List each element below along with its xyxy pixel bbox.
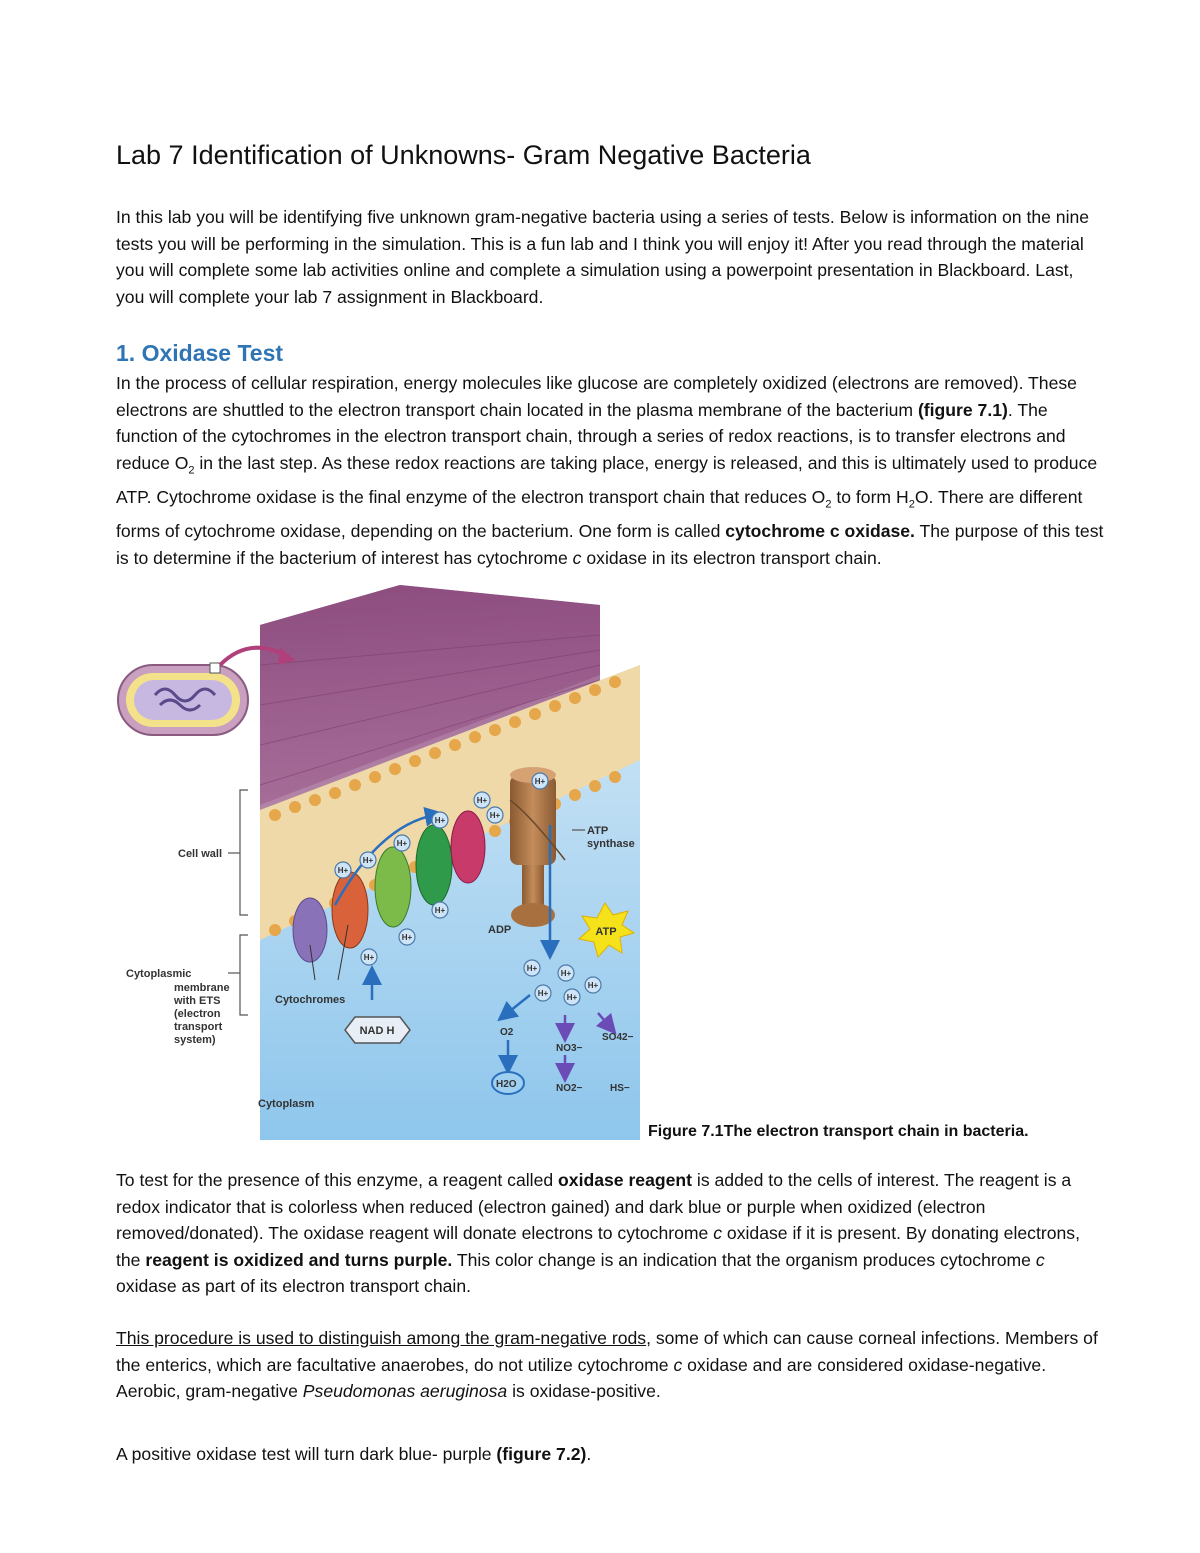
italic-term: c bbox=[673, 1354, 683, 1375]
positive-text bbox=[116, 1441, 1106, 1468]
positive-paragraph bbox=[116, 1441, 1106, 1468]
membrane-label-6: system) bbox=[174, 1034, 216, 1046]
hplus-label: H+ bbox=[489, 811, 501, 820]
italic-term: c bbox=[572, 547, 582, 568]
cytochromes-label: Cytochromes bbox=[275, 994, 346, 1006]
nitrite-label: NO2− bbox=[556, 1083, 583, 1094]
species-name: Pseudomonas aeruginosa bbox=[302, 1381, 508, 1402]
cell-wall-label: Cell wall bbox=[178, 848, 223, 860]
section-heading-oxidase: 1. Oxidase Test bbox=[116, 340, 284, 366]
membrane-label-4: (electron bbox=[174, 1008, 221, 1020]
hplus-label: H+ bbox=[537, 989, 549, 998]
membrane-label-5: transport bbox=[174, 1021, 223, 1033]
subscript: 2 bbox=[188, 464, 195, 477]
atp-synthase-label-1: ATP bbox=[587, 825, 609, 837]
oxidase-paragraph bbox=[116, 370, 1106, 571]
text-run: to form H bbox=[831, 486, 909, 507]
figure-caption: Figure 7.1The electron transport chain in bacteria. bbox=[648, 1123, 1029, 1140]
text-run: oxidase as part of its electron transport chain. bbox=[116, 1276, 471, 1297]
bold-term: oxidase reagent bbox=[558, 1170, 693, 1190]
sulfate-label: SO42− bbox=[602, 1032, 634, 1043]
electron-transport-diagram bbox=[110, 585, 640, 1140]
nadh-label: NAD H bbox=[359, 1025, 395, 1037]
reagent-paragraph bbox=[116, 1167, 1106, 1300]
hydrosulfide-label: HS− bbox=[610, 1083, 630, 1094]
text-run: The purpose of this test is to determine if the bacterium of interest has cytochrome bbox=[116, 521, 1104, 568]
hplus-label: H+ bbox=[526, 964, 538, 973]
hplus-label: H+ bbox=[587, 981, 599, 990]
membrane-label-1: Cytoplasmic bbox=[126, 968, 192, 980]
water-label: H2O bbox=[496, 1079, 517, 1090]
atp-label: ATP bbox=[595, 926, 617, 938]
figure-ref: (figure 7.2) bbox=[496, 1444, 587, 1464]
bold-term: reagent is oxidized and turns purple. bbox=[145, 1249, 453, 1270]
text-run: , some of which can cause corneal infections. Members of the enterics, which are facultative anaerobes, do not utilize cytochrome bbox=[116, 1328, 1098, 1375]
subscript: 2 bbox=[825, 498, 832, 511]
bold-term: cytochrome c oxidase. bbox=[725, 521, 915, 541]
text-run: In the process of cellular respiration, energy molecules like glucose are completely oxidized (electrons are removed). These electrons are shuttled to the electron transport chain located in the plasma membrane of the bacterium bbox=[116, 373, 1077, 420]
hplus-label: H+ bbox=[560, 969, 572, 978]
text-run: is added to the cells of interest. The reagent is a redox indicator that is colorless when reduced (electron gained) and dark blue or purple when oxidized (electron removed/donated). The oxidase reagent will donate electrons to cytochrome bbox=[116, 1170, 1072, 1244]
atp-synthase-label-2: synthase bbox=[587, 838, 635, 850]
hplus-label: H+ bbox=[434, 816, 446, 825]
hplus-label: H+ bbox=[566, 993, 578, 1002]
text-run: O bbox=[811, 486, 826, 507]
intro-paragraph bbox=[116, 204, 1106, 310]
oxidase-text bbox=[116, 370, 1106, 571]
membrane-label-3: with ETS bbox=[174, 995, 221, 1007]
intro-text: In this lab you will be identifying five unknown gram-negative bacteria using a series of tests. Below is information on the nine tests you will be performing in the simulation. This is a fun lab and I think you will enjoy it! After you read through the material you will complete some lab activities online and complete a simulation using a powerpoint presentation in Blackboard. Last, you will complete your lab 7 assignment in Blackboard. bbox=[116, 207, 1090, 307]
page-title: Lab 7 Identification of Unknowns- Gram Negative Bacteria bbox=[116, 140, 811, 170]
text-run: oxidase if it is present. By donating electrons, the bbox=[116, 1223, 1080, 1270]
hplus-label: H+ bbox=[362, 856, 374, 865]
hplus-label: H+ bbox=[337, 866, 349, 875]
hplus-label: H+ bbox=[476, 796, 488, 805]
text-run: in the last step. As these redox reactions are taking place, energy is released, and this is ultimately used to produce ATP. Cytochrome oxidase is the final enzyme of the electron transport chain that reduces bbox=[116, 452, 1098, 507]
cytoplasm-label: Cytoplasm bbox=[258, 1098, 315, 1110]
italic-term: c bbox=[713, 1223, 723, 1244]
nadh-molecule bbox=[345, 1017, 410, 1043]
figure-7-1 bbox=[110, 585, 640, 1140]
text-run: A positive oxidase test will turn dark blue- purple bbox=[116, 1444, 497, 1464]
italic-term: c bbox=[1035, 1249, 1045, 1270]
text-run: . The function of the cytochromes in the electron transport chain, through a series of redox reactions, is to transfer electrons and reduce bbox=[116, 399, 1066, 473]
text-run: O bbox=[174, 452, 189, 473]
hplus-label: H+ bbox=[396, 839, 408, 848]
text-run: oxidase in its electron transport chain. bbox=[581, 547, 882, 568]
underlined-text: This procedure is used to distinguish among the gram-negative rods bbox=[116, 1328, 647, 1348]
reagent-text bbox=[116, 1167, 1106, 1300]
membrane-label-2: membrane bbox=[174, 982, 230, 994]
text-run: is oxidase-positive. bbox=[507, 1381, 661, 1402]
hplus-label: H+ bbox=[434, 906, 446, 915]
nitrate-label: NO3− bbox=[556, 1043, 583, 1054]
procedure-text bbox=[116, 1325, 1106, 1405]
subscript: 2 bbox=[908, 498, 915, 511]
oxygen-label: O2 bbox=[500, 1027, 514, 1038]
hplus-label: H+ bbox=[401, 933, 413, 942]
procedure-paragraph bbox=[116, 1325, 1106, 1405]
adp-label: ADP bbox=[488, 924, 512, 936]
hplus-label: H+ bbox=[363, 953, 375, 962]
text-run: O. There are different forms of cytochrome oxidase, depending on the bacterium. One form is called bbox=[116, 486, 1083, 541]
figure-ref: (figure 7.1) bbox=[917, 399, 1008, 420]
text-run: To test for the presence of this enzyme, a reagent called bbox=[116, 1170, 559, 1190]
text-run: This color change is an indication that the organism produces cytochrome bbox=[452, 1249, 1036, 1270]
text-run: . bbox=[586, 1444, 592, 1464]
text-run: oxidase and are considered oxidase-negative. Aerobic, gram-negative bbox=[116, 1354, 1047, 1402]
hplus-label: H+ bbox=[534, 777, 546, 786]
